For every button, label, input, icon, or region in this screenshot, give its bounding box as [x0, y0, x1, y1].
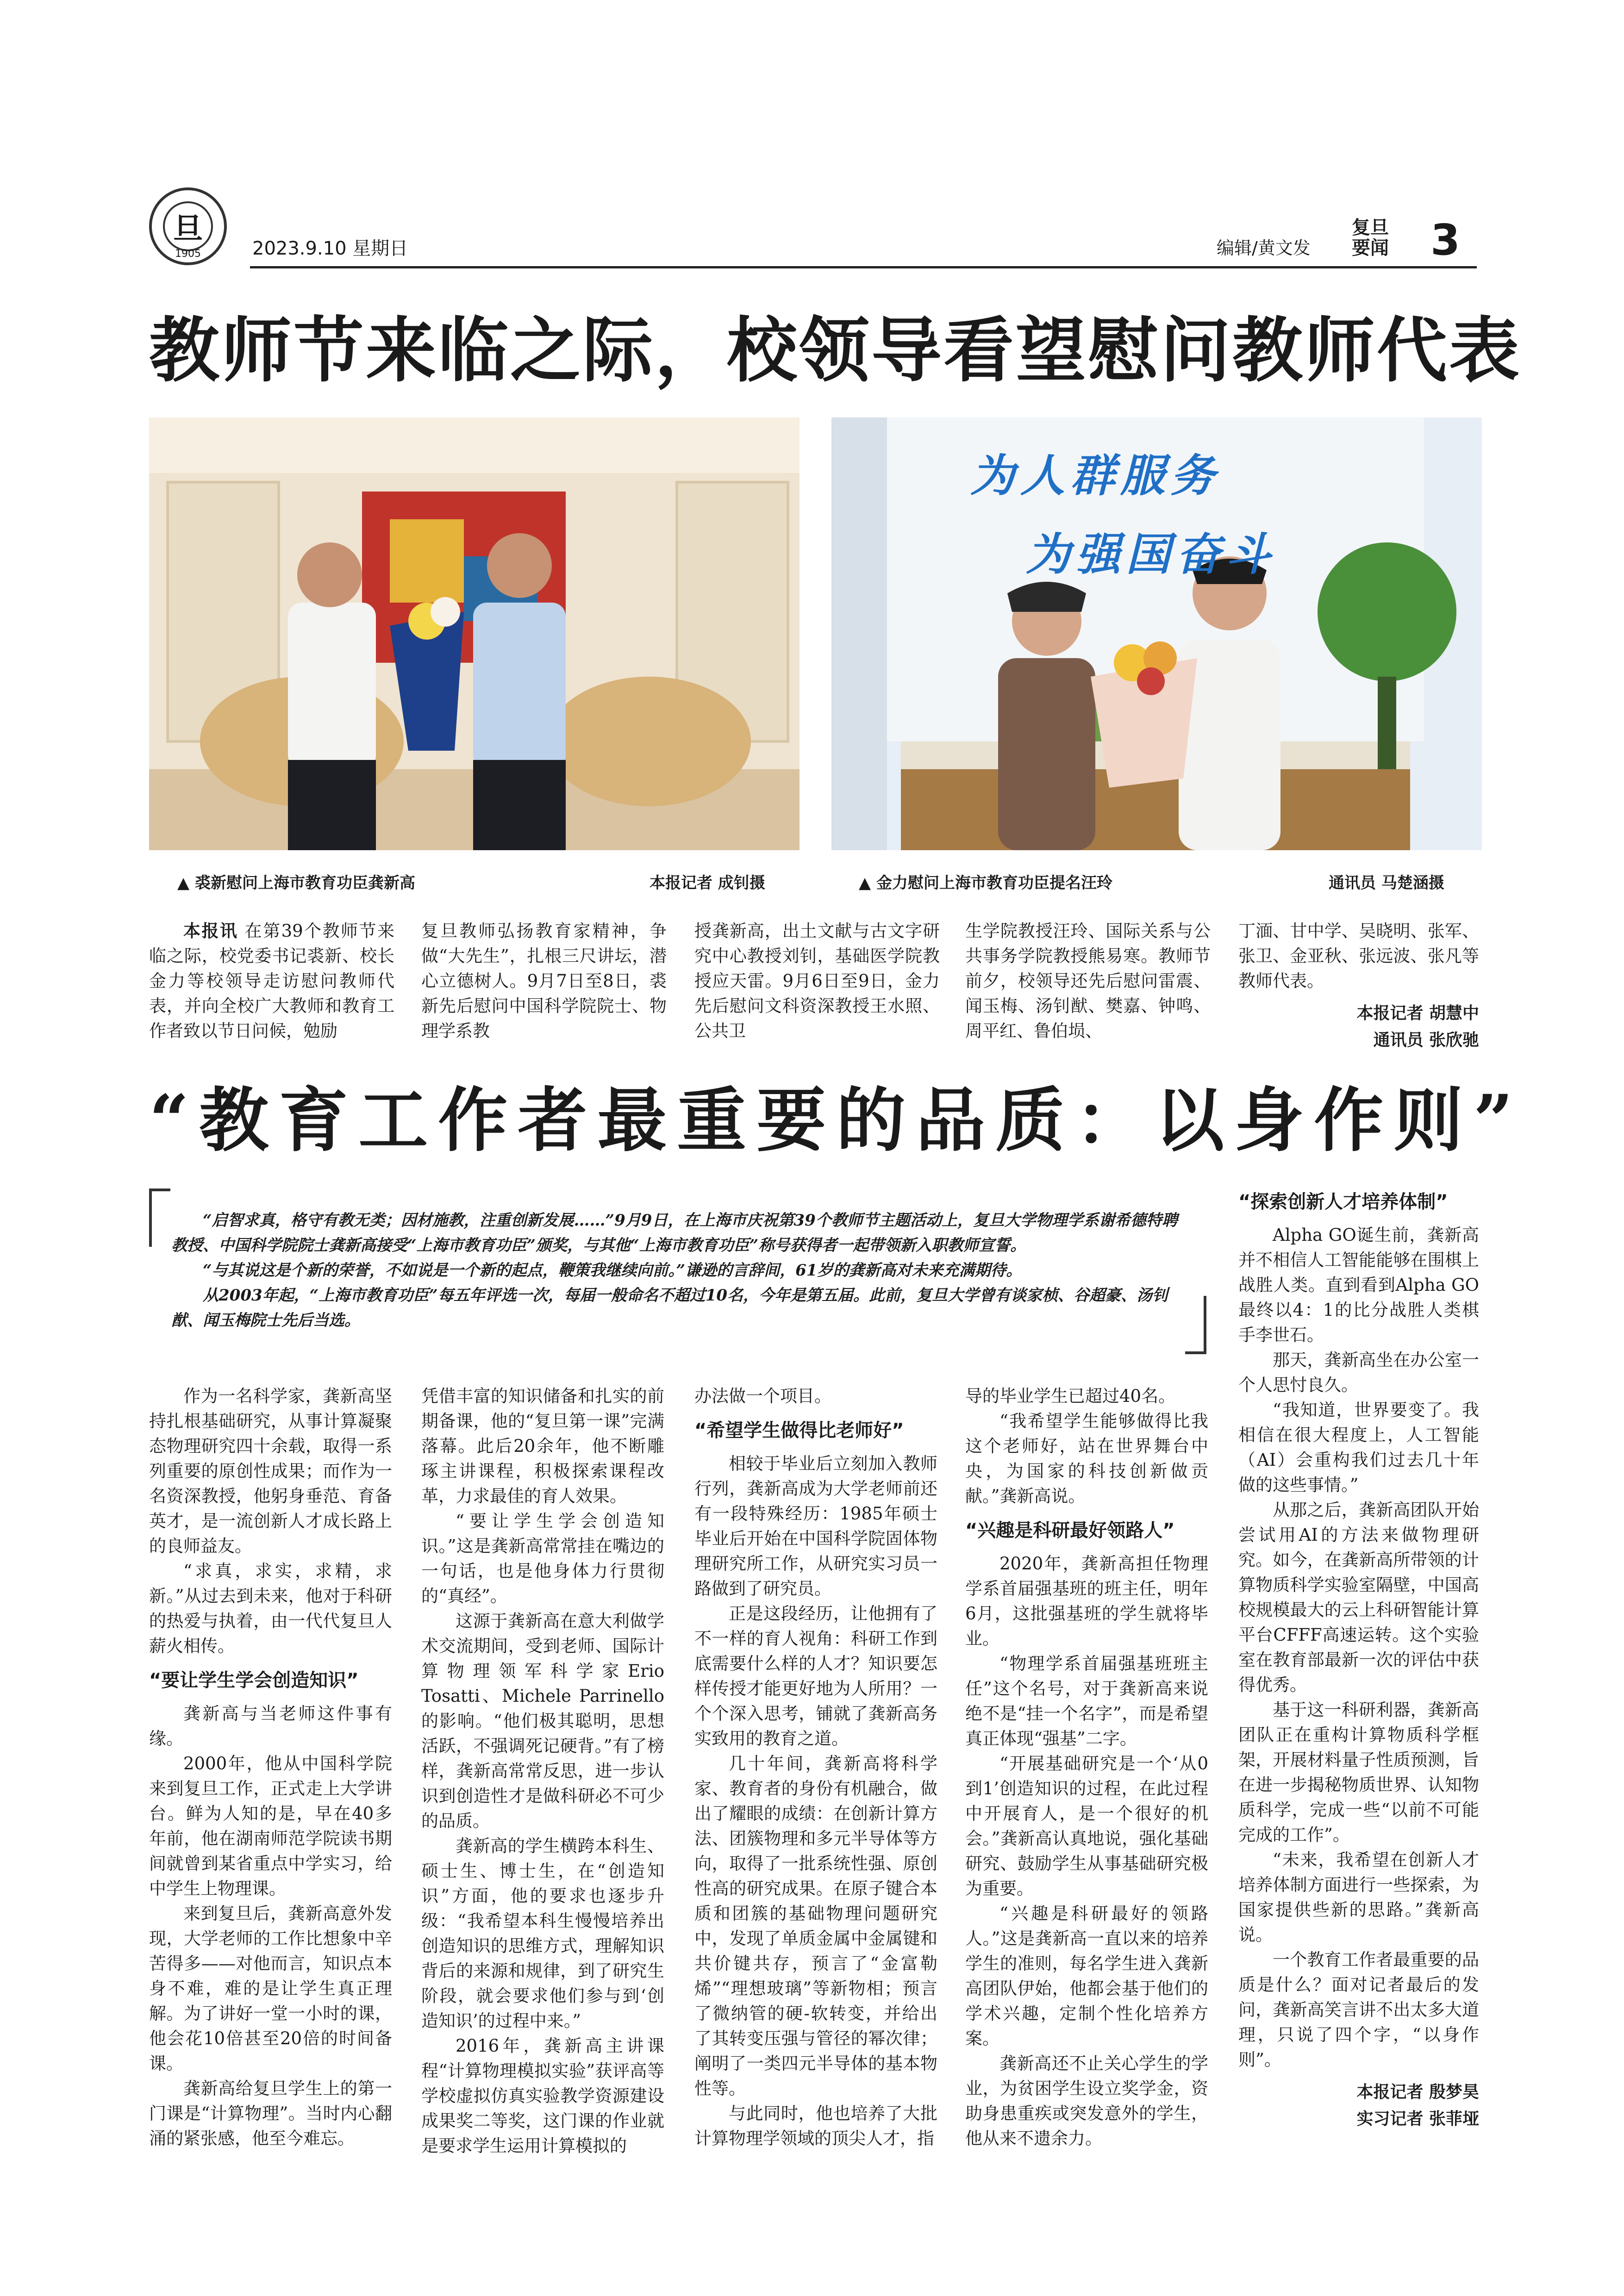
- intro-paragraph-3: 从2003年起，“上海市教育功臣”每五年评选一次，每届一般命名不超过10名，今年是第五届。此前，复旦大学曾有谈家桢、谷超豪、汤钊猷、闻玉梅院士先后当选。: [171, 1286, 1168, 1330]
- header-rule: [250, 266, 1477, 268]
- article1-col3-text: 授龚新高，出土文献与古文字研究中心教授刘钊，基础医学院教授应天雷。9月6日至9日，金力先后慰问文科资深教授王水照、公共卫: [694, 921, 940, 1041]
- intro-paragraph-1: “启智求真，格守有教无类；因材施教，注重创新发展……”9月9日，在上海市庆祝第39个教师节主题活动上，复旦大学物理学系谢希德特聘教授、中国科学院院士龚新高接受“上海市教育功臣”颁奖，与其他“上海市教育功臣”称号获得者一起带领新入职教师宣誓。: [171, 1211, 1178, 1255]
- article1-col1-text: 在第39个教师节来临之际，校党委书记裘新、校长金力等校领导走访慰问教师代表，并向全校广大教师和教育工作者致以节日问候，勉励: [149, 921, 394, 1041]
- photo-visit-gong-image: [149, 417, 800, 850]
- issue-date: 2023.9.10 星期日: [252, 238, 408, 259]
- paragraph: “我知道，世界要变了。我相信在很大程度上，人工智能（AI）会重构我们过去几十年做的这些事情。”: [1238, 1400, 1479, 1495]
- logo-char: 旦: [173, 212, 203, 246]
- paragraph: 导的毕业学生已超过40名。: [965, 1386, 1176, 1406]
- article1-col5: [1238, 919, 1479, 1054]
- paragraph: 龚新高与当老师这件事有缘。: [149, 1704, 392, 1748]
- university-logo: [149, 187, 227, 265]
- paragraph: Alpha GO诞生前，龚新高并不相信人工智能能够在围棋上战胜人类。直到看到Alpha GO最终以4：1的比分战胜人类棋手李世石。: [1238, 1225, 1479, 1345]
- article1-col5-text: 丁湎、甘中学、吴晓明、张军、张卫、金亚秋、张远波、张凡等教师代表。: [1238, 921, 1479, 991]
- intro-bracket-left: [149, 1188, 170, 1247]
- logo-emblem: [163, 201, 213, 251]
- paragraph: 相较于毕业后立刻加入教师行列，龚新高成为大学老师前还有一段特殊经历：1985年硕士毕业后开始在中国科学院固体物理研究所工作，从研究实习员一路做到了研究员。: [694, 1454, 937, 1599]
- paragraph: 作为一名科学家，龚新高坚持扎根基础研究，从事计算凝聚态物理研究四十余载，取得一系列重要的原创性成果；而作为一名资深教授，他躬身垂范、育备英才，是一流创新人才成长路上的良师益友。: [149, 1386, 392, 1556]
- paragraph: 与此同时，他也培养了大批计算物理学领域的顶尖人才，指: [694, 2103, 937, 2148]
- article2-col5: [1238, 1189, 1479, 2133]
- paragraph: 2020年，龚新高担任物理学系首届强基班的班主任，明年6月，这批强基班的学生就将毕业。: [965, 1554, 1208, 1649]
- paragraph: 2000年，他从中国科学院来到复旦工作，正式走上大学讲台。鲜为人知的是，早在40多年前，他在湖南师范学院读书期间就曾到某省重点中学实习，给中学生上物理课。: [149, 1754, 392, 1898]
- logo-year: 1905: [175, 248, 201, 260]
- paragraph: 凭借丰富的知识储备和扎实的前期备课，他的“复旦第一课”完满落幕。此后20余年，他不断雕琢主讲课程，积极探索课程改革，力求最佳的育人效果。: [421, 1386, 664, 1506]
- article2-headline: “教育工作者最重要的品质：以身作则”: [149, 1080, 1524, 1161]
- editor-credit: 编辑/黄文发: [1217, 238, 1311, 258]
- article2-intro: [171, 1208, 1190, 1333]
- article2-col3: [694, 1384, 937, 2151]
- intro-paragraph-2: “与其说这是个新的荣誉，不如说是一个新的起点，鞭策我继续向前。”谦逊的言辞间，61岁的龚新高对未来充满期待。: [203, 1261, 1022, 1280]
- paragraph: 2016年，龚新高主讲课程“计算物理模拟实验”获评高等学校虚拟仿真实验教学资源建设成果奖二等奖，这门课的作业就是要求学生运用计算模拟的: [421, 2036, 664, 2156]
- subheading: “要让学生学会创造知识”: [149, 1670, 359, 1691]
- paragraph: “物理学系首届强基班班主任”这个名号，对于龚新高来说绝不是“挂一个名字”，而是希望真正体现“强基”二字。: [965, 1654, 1208, 1748]
- article1-col2: [421, 919, 667, 1044]
- article2-col1: [149, 1384, 392, 2151]
- paragraph: 一个教育工作者最重要的品质是什么？面对记者最后的发问，龚新高笑言讲不出太多大道理，只说了四个字，“以身作则”。: [1238, 1950, 1479, 2070]
- paragraph: 来到复旦后，龚新高意外发现，大学老师的工作比想象中辛苦得多——对他而言，知识点本身不难，难的是让学生真正理解。为了讲好一堂一小时的课，他会花10倍甚至20倍的时间备课。: [149, 1904, 392, 2073]
- paragraph: 这源于龚新高在意大利做学术交流期间，受到老师、国际计算物理领军科学家Erio Tosatti、Michele Parrinello的影响。“他们极其聪明，思想活跃，不强调死记硬背。”有了榜样，龚新高常常反思，进一步认识到创造性才是做科研必不可少的品质。: [421, 1611, 664, 1831]
- paragraph: 龚新高给复旦学生上的第一门课是“计算物理”。当时内心翻涌的紧张感，他至今难忘。: [149, 2078, 392, 2148]
- paragraph: 几十年间，龚新高将科学家、教育者的身份有机融合，做出了耀眼的成绩：在创新计算方法、团簇物理和多元半导体等方向，取得了一批系统性强、原创性高的研究成果。在原子键合本质和团簇的基础物理问题研究中，发现了单质金属中金属键和共价键共存，预言了“金富勒烯”“理想玻璃”等新物相；预言了微纳管的硬-软转变，并给出了其转变压强与管径的幂次律；阐明了一类四元半导体的基本物性等。: [694, 1754, 937, 2098]
- paragraph: 那天，龚新高坐在办公室一个人思忖良久。: [1238, 1350, 1479, 1395]
- article1-byline-1: 本报记者 胡慧中: [1356, 1004, 1479, 1023]
- article1-col2-text: 复旦教师弘扬教育家精神，争做“大先生”，扎根三尺讲坛，潜心立德树人。9月7日至8日，裘新先后慰问中国科学院院士、物理学系教: [421, 921, 667, 1041]
- photo2-caption: ▲ 金力慰问上海市教育功臣提名汪玲: [859, 874, 1112, 892]
- slogan-banner-2: 为强国奋斗: [1026, 529, 1276, 580]
- article2-col4: [965, 1384, 1208, 2151]
- photo-visit-gong: [149, 417, 800, 850]
- page-number: 3: [1430, 215, 1461, 265]
- article1-lead: 本报讯: [183, 921, 238, 941]
- paragraph: “求真，求实，求精，求新。”从过去到未来，他对于科研的热爱与执着，由一代代复旦人薪火相传。: [149, 1561, 392, 1656]
- article1-headline: 教师节来临之际，校领导看望慰问教师代表: [149, 310, 1521, 392]
- article1-byline-2: 通讯员 张欣驰: [1373, 1031, 1479, 1050]
- paragraph: 从那之后，龚新高团队开始尝试用AI的方法来做物理研究。如今，在龚新高所带领的计算物质科学实验室隔壁，中国高校规模最大的云上科研智能计算平台CFFF高速运转。这个实验室在教育部最新一次的评估中获得优秀。: [1238, 1500, 1479, 1695]
- paragraph: 龚新高还不止关心学生的学业，为贫困学生设立奖学金，资助身患重疾或突发意外的学生，他从来不遗余力。: [965, 2053, 1208, 2148]
- paragraph: “我希望学生能够做得比我这个老师好，站在世界舞台中央，为国家的科技创新做贡献。”龚新高说。: [965, 1411, 1208, 1506]
- photo1-caption: ▲ 裘新慰问上海市教育功臣龚新高: [177, 874, 415, 892]
- article1-col4-text: 生学院教授汪玲、国际关系与公共事务学院教授熊易寒。教师节前夕，校领导还先后慰问雷震、闻玉梅、汤钊猷、樊嘉、钟鸣、周平红、鲁伯埙、: [965, 921, 1211, 1041]
- paragraph: 办法做一个项目。: [694, 1386, 831, 1406]
- paragraph: “未来，我希望在创新人才培养体制方面进行一些探索，为国家提供些新的思路。”龚新高说。: [1238, 1850, 1479, 1945]
- subheading: “兴趣是科研最好领路人”: [965, 1520, 1175, 1541]
- paragraph: “要让学生学会创造知识。”这是龚新高常常挂在嘴边的一句话，也是他身体力行贯彻的“真经”。: [421, 1511, 664, 1606]
- article1-col3: [694, 919, 940, 1044]
- article2-col2: [421, 1384, 664, 2159]
- article2-byline-1: 本报记者 殷梦昊: [1356, 2083, 1479, 2102]
- subheading: “希望学生做得比老师好”: [694, 1420, 904, 1441]
- article1-col1: [149, 919, 394, 1044]
- photo2-credit: 通讯员 马楚涵摄: [1329, 874, 1444, 892]
- paragraph: 龚新高的学生横跨本科生、硕士生、博士生，在“创造知识”方面，他的要求也逐步升级：“我希望本科生慢慢培养出创造知识的思维方式，理解知识背后的来源和规律，到了研究生阶段，就会要求他们参与到‘创造知识’的过程中来。”: [421, 1836, 664, 2031]
- section-name: 复旦要闻: [1352, 217, 1389, 259]
- paragraph: 正是这段经历，让他拥有了不一样的育人视角：科研工作到底需要什么样的人才？知识要怎样传授才能更好地为人所用？一个个深入思考，铺就了龚新高务实致用的教育之道。: [694, 1604, 937, 1748]
- photo-visit-wang: [831, 417, 1482, 850]
- paragraph: 基于这一科研利器，龚新高团队正在重构计算物质科学框架，开展材料量子性质预测，旨在进一步揭秘物质世界、认知物质科学，完成一些“以前不可能完成的工作”。: [1238, 1700, 1479, 1845]
- article2-byline-2: 实习记者 张菲垭: [1356, 2109, 1479, 2128]
- paragraph: “开展基础研究是一个‘从0到1’创造知识的过程，在此过程中开展育人，是一个很好的机会。”龚新高认真地说，强化基础研究、鼓励学生从事基础研究极为重要。: [965, 1754, 1208, 1898]
- subheading: “探索创新人才培养体制”: [1238, 1191, 1448, 1213]
- paragraph: “兴趣是科研最好的领路人。”这是龚新高一直以来的培养学生的准则，每名学生进入龚新高团队伊始，他都会基于他们的学术兴趣，定制个性化培养方案。: [965, 1904, 1208, 2048]
- article1-col4: [965, 919, 1211, 1044]
- slogan-banner-1: 为人群服务: [970, 450, 1220, 502]
- photo1-credit: 本报记者 成钊摄: [650, 874, 765, 892]
